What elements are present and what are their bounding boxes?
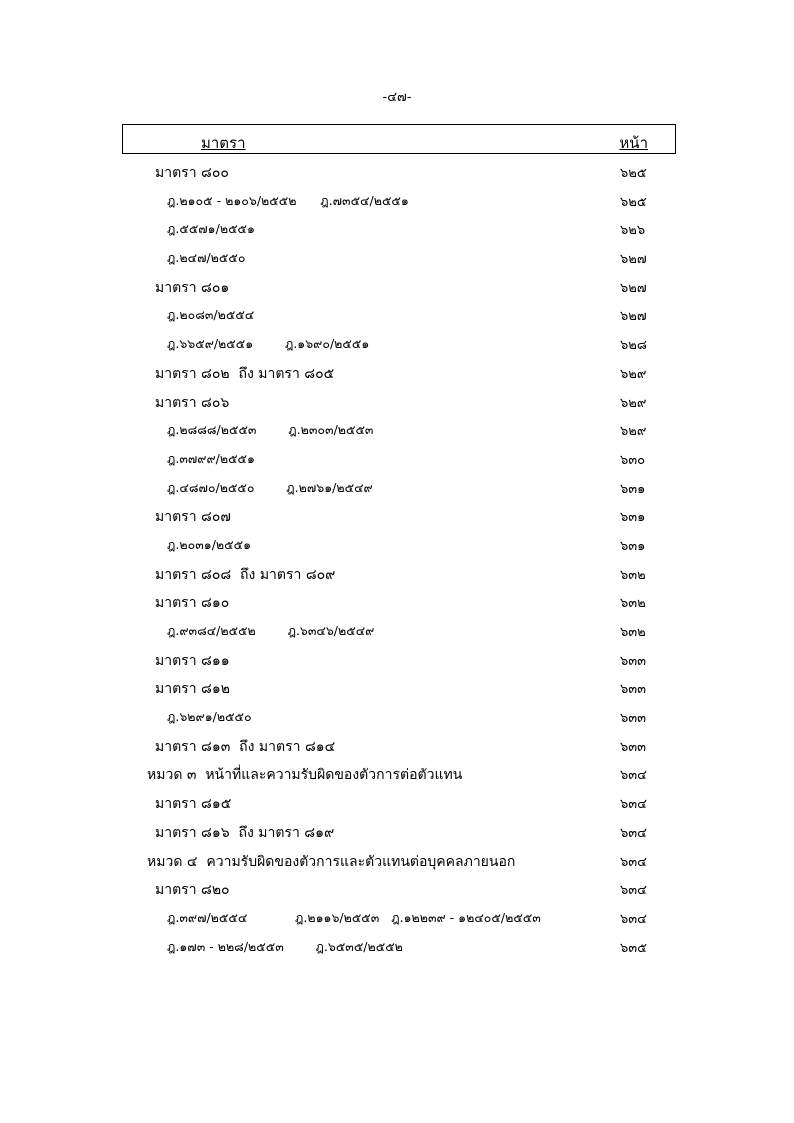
entry-page-number: ๖๓๔ <box>620 825 647 841</box>
entry-text: มาตรา ๘๑๕ <box>155 796 232 813</box>
section-entry <box>0 388 794 417</box>
entry-text: ฎ.๒๐๓๑/๒๕๕๑ <box>167 536 252 552</box>
entry-text: ฎ.๖๖๕๙/๒๕๕๑ ฎ.๑๖๙๐/๒๕๕๑ <box>167 336 370 352</box>
entry-page-number: ๖๓๔ <box>620 768 647 784</box>
case-entry <box>0 933 794 962</box>
table-header <box>122 124 676 154</box>
entry-page-number: ๖๒๙ <box>620 424 647 440</box>
entry-text: มาตรา ๘๑๖ ถึง มาตรา ๘๑๙ <box>155 824 335 841</box>
entry-text: หมวด ๓ หน้าที่และความรับผิดของตัวการต่อตัวแทน <box>147 767 463 784</box>
case-entry <box>0 445 794 474</box>
entry-text: ฎ.๒๔๗/๒๕๕๐ <box>167 250 246 266</box>
section-entry <box>0 560 794 589</box>
entry-text: มาตรา ๘๑๒ <box>155 681 230 698</box>
section-entry <box>0 273 794 302</box>
entry-text: มาตรา ๘๐๖ <box>155 394 230 411</box>
case-entry <box>0 330 794 359</box>
entry-page-number: ๖๒๕ <box>620 166 647 181</box>
case-entry <box>0 904 794 933</box>
entry-page-number: ๖๒๗ <box>620 252 647 268</box>
section-entry <box>0 359 794 388</box>
case-entry <box>0 244 794 273</box>
entry-page-number: ๖๓๓ <box>620 711 647 727</box>
entry-text: มาตรา ๘๐๗ <box>155 509 231 526</box>
entry-page-number: ๖๒๕ <box>620 194 647 210</box>
entry-page-number: ๖๓๕ <box>620 940 647 956</box>
entry-text: ฎ.๓๙๗/๒๕๕๔ ฎ.๒๑๑๖/๒๕๕๓ ฎ.๑๒๒๓๙ - ๑๒๔๐๕/๒๕๕๓ <box>167 909 541 925</box>
case-entry <box>0 301 794 330</box>
entry-text: มาตรา ๘๐๑ <box>155 279 230 296</box>
section-entry <box>0 818 794 847</box>
case-entry <box>0 187 794 216</box>
section-column-header: มาตรา <box>201 134 246 152</box>
entry-page-number: ๖๓๓ <box>620 739 647 755</box>
entry-page-number: ๖๓๔ <box>620 883 647 899</box>
section-entry <box>0 875 794 904</box>
entry-page-number: ๖๓๑ <box>620 481 646 497</box>
entry-page-number: ๖๓๑ <box>620 538 646 554</box>
entry-page-number: ๖๓๒ <box>620 625 646 640</box>
section-entry <box>0 646 794 675</box>
entry-text: ฎ.๓๗๙๙/๒๕๕๑ <box>167 450 255 466</box>
entry-page-number: ๖๓๔ <box>620 854 647 870</box>
case-entry <box>0 474 794 503</box>
entry-text: มาตรา ๘๐๐ <box>155 165 229 181</box>
entry-text: ฎ.๒๘๘๘/๒๕๕๓ ฎ.๒๓๐๓/๒๕๕๓ <box>167 422 374 438</box>
index-entries <box>0 158 794 961</box>
entry-text: มาตรา ๘๑๑ <box>155 652 230 669</box>
entry-page-number: ๖๒๖ <box>620 223 646 239</box>
section-entry <box>0 588 794 617</box>
entry-page-number: ๖๒๗ <box>620 280 647 296</box>
entry-page-number: ๖๓๒ <box>620 596 646 612</box>
entry-page-number: ๖๒๗ <box>620 309 647 325</box>
entry-page-number: ๖๓๒ <box>620 567 646 583</box>
case-entry <box>0 617 794 646</box>
case-entry <box>0 416 794 445</box>
entry-page-number: ๖๓๔ <box>620 797 647 813</box>
entry-page-number: ๖๒๙ <box>620 395 647 411</box>
case-entry <box>0 703 794 732</box>
entry-text: มาตรา ๘๒๐ <box>155 882 230 899</box>
section-entry <box>0 789 794 818</box>
entry-page-number: ๖๓๔ <box>620 911 647 927</box>
entry-text: ฎ.๔๘๗๐/๒๕๕๐ ฎ.๒๗๖๑/๒๕๔๙ <box>167 479 373 495</box>
entry-text: ฎ.๑๗๓ - ๒๒๘/๒๕๕๓ ฎ.๖๕๓๕/๒๕๕๒ <box>167 938 403 954</box>
page-column-header: หน้า <box>619 134 648 152</box>
entry-text: มาตรา ๘๑๐ <box>155 595 230 612</box>
entry-page-number: ๖๓๓ <box>620 653 647 669</box>
entry-text: มาตรา ๘๐๘ ถึง มาตรา ๘๐๙ <box>155 566 336 583</box>
case-entry <box>0 531 794 560</box>
section-entry <box>0 158 794 187</box>
entry-text: มาตรา ๘๐๒ ถึง มาตรา ๘๐๕ <box>155 365 335 382</box>
entry-page-number: ๖๓๑ <box>620 510 646 526</box>
entry-page-number: ๖๒๙ <box>620 366 647 382</box>
entry-text: มาตรา ๘๑๓ ถึง มาตรา ๘๑๔ <box>155 738 336 755</box>
chapter-entry <box>0 847 794 876</box>
entry-page-number: ๖๓๓ <box>620 682 647 698</box>
chapter-entry <box>0 760 794 789</box>
section-entry <box>0 502 794 531</box>
section-entry <box>0 732 794 761</box>
case-entry <box>0 215 794 244</box>
page-number: -๔๗- <box>382 90 412 105</box>
entry-text: ฎ.๕๕๗๑/๒๕๕๑ <box>167 221 255 237</box>
entry-text: ฎ.๙๓๘๔/๒๕๕๒ ฎ.๖๓๔๖/๒๕๔๙ <box>167 623 375 638</box>
entry-page-number: ๖๒๘ <box>620 338 647 354</box>
entry-text: ฎ.๖๒๙๑/๒๕๕๐ <box>167 709 252 725</box>
entry-page-number: ๖๓๐ <box>620 452 646 468</box>
entry-text: หมวด ๔ ความรับผิดของตัวการและตัวแทนต่อบุคคลภายนอก <box>147 853 516 870</box>
entry-text: ฎ.๒๐๘๓/๒๕๕๔ <box>167 307 255 323</box>
entry-text: ฎ.๒๑๐๕ - ๒๑๐๖/๒๕๕๒ ฎ.๗๓๕๔/๒๕๕๑ <box>167 192 409 208</box>
section-entry <box>0 674 794 703</box>
